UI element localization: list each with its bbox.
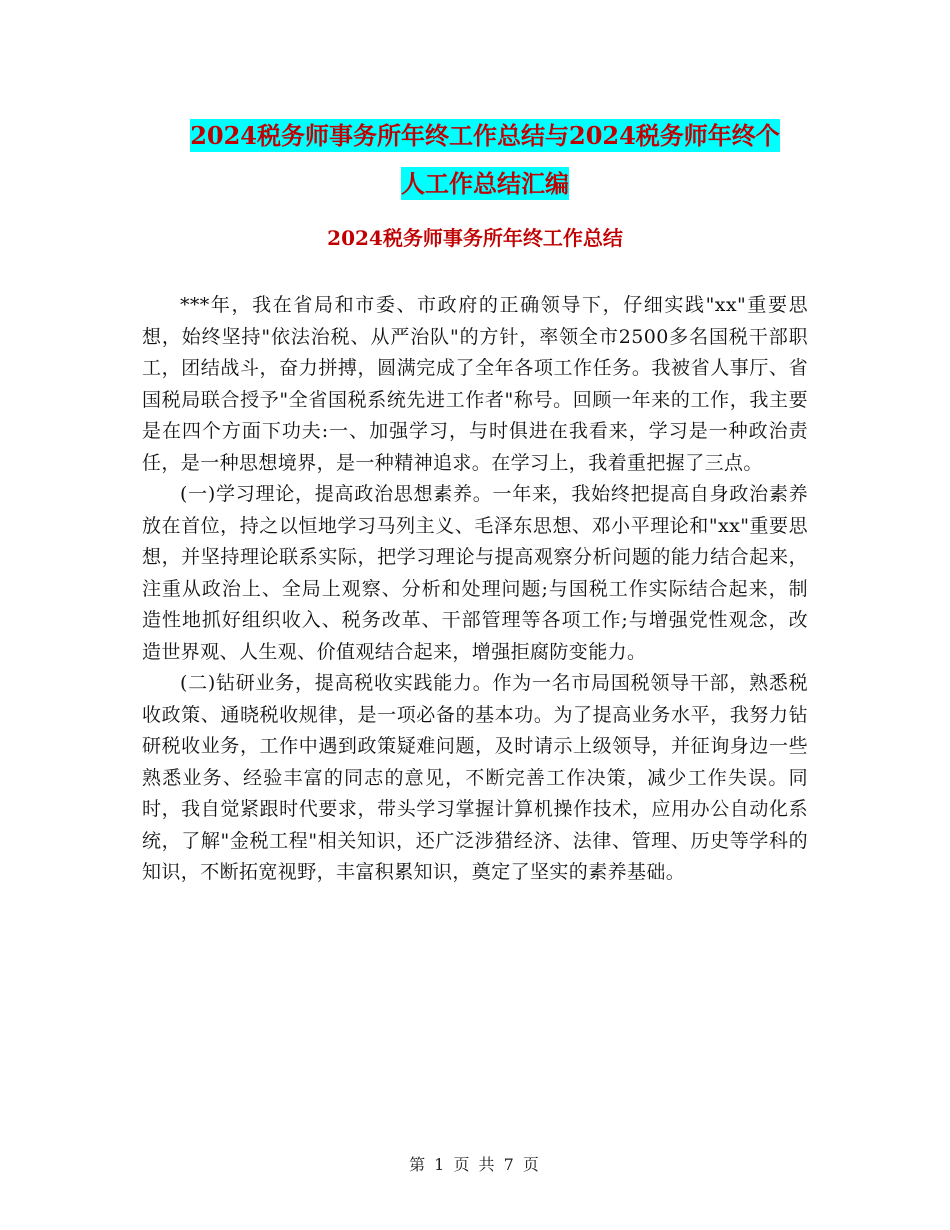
paragraph: ***年，我在省局和市委、市政府的正确领导下，仔细实践"xx"重要思想，始终坚持"依法治税、从严治队"的方针，率领全市2500多名国税干部职工，团结战斗，奋力拼搏，圆满完成了全年各项工作任务。我被省人事厅、省国税局联合授予"全省国税系统先进工作者"称号。回顾一年来的工作，我主要是在四个方面下功夫:一、加强学习，与时俱进在我看来，学习是一种政治责任，是一种思想境界，是一种精神追求。在学习上，我着重把握了三点。 [142,294,808,474]
page-footer: 第 1 页 共 7 页 [409,1155,541,1174]
document-title-line2: 人工作总结汇编 [401,169,569,198]
paragraph: (二)钻研业务，提高税收实践能力。作为一名市局国税领导干部，熟悉税收政策、通晓税收规律，是一项必备的基本功。为了提高业务水平，我努力钻研税收业务，工作中遇到政策疑难问题，及时请示上级领导，并征询身边一些熟悉业务、经验丰富的同志的意见，不断完善工作决策，减少工作失误。同时，我自觉紧跟时代要求，带头学习掌握计算机操作技术，应用办公自动化系统，了解"金税工程"相关知识，还广泛涉猎经济、法律、管理、历史等学科的知识，不断拓宽视野，丰富积累知识，奠定了坚实的素养基础。 [142,672,808,883]
document-title-line1: 2024税务师事务所年终工作总结与2024税务师年终个 [190,121,780,150]
document-title [145,112,825,208]
section-title: 2024税务师事务所年终工作总结 [327,226,623,250]
paragraph: (一)学习理论，提高政治思想素养。一年来，我始终把提高自身政治素养放在首位，持之以恒地学习马列主义、毛泽东思想、邓小平理论和"xx"重要思想，并坚持理论联系实际，把学习理论与提高观察分析问题的能力结合起来，注重从政治上、全局上观察、分析和处理问题;与国税工作实际结合起来，制造性地抓好组织收入、税务改革、干部管理等各项工作;与增强党性观念，改造世界观、人生观、价值观结合起来，增强拒腐防变能力。 [142,483,808,663]
document-body [142,290,808,889]
